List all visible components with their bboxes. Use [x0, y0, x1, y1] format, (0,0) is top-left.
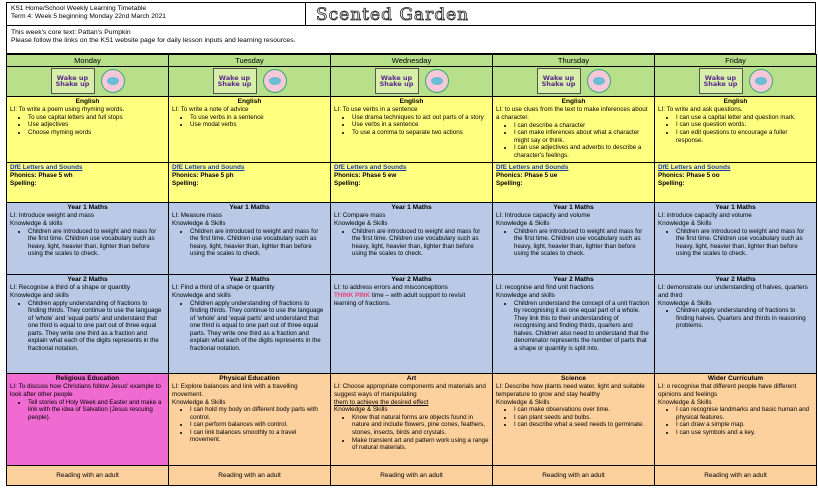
logo-text-1: Wake up	[56, 73, 89, 82]
day-header: Wednesday	[331, 55, 493, 67]
letters-sounds-link[interactable]: DfE Letters and Sounds	[496, 164, 569, 172]
bullet-list	[190, 228, 327, 258]
wake-up-shake-up-logo[interactable]	[537, 68, 611, 94]
list-item: • I can describe what a seed needs to germinate.	[514, 421, 651, 429]
bullet-list	[190, 300, 327, 353]
list-item: • Children are introduced to weight and mass for the first time. Children use vocabulary such as heavy, light, heavier than, lighter than before using the scales to check.	[676, 228, 813, 258]
reading-cell: Reading with an adult	[331, 466, 493, 486]
list-item: • I can edit questions to encourage a fuller response.	[676, 129, 813, 144]
learning-intention: LI: Introduce weight and mass	[10, 212, 95, 220]
logo-cell	[169, 67, 331, 97]
bullet-list	[352, 414, 489, 452]
subject-title: Religious Education	[55, 375, 120, 383]
subject-title: Year 1 Maths	[553, 204, 594, 212]
page-title: Scented Garden	[316, 5, 470, 25]
learning-intention: LI: To use verbs in a sentence	[334, 106, 418, 114]
phonics-cell	[331, 163, 493, 203]
header-line1: KS1 Home/School Weekly Learning Timetable	[11, 5, 147, 12]
day-header: Friday	[655, 55, 817, 67]
phonics-phase: Phonics: Phase 5 ew	[334, 171, 397, 179]
list-item: • Children are introduced to weight and mass for the first time. Children use vocabulary such as heavy, light, heavier than, lighter than before using the scales to check.	[514, 228, 651, 258]
core-text-line2: Please follow the links on the KS1 website page for daily lesson inputs and learning resources.	[11, 37, 296, 45]
year2-maths-cell	[331, 275, 493, 374]
knowledge-skills-label: Knowledge & Skills	[658, 299, 712, 307]
year2-maths-row	[7, 275, 817, 374]
learning-intention: LI: introduce capacity and volume	[658, 212, 752, 220]
knowledge-skills-label: Knowledge & Skills	[658, 219, 712, 227]
day-header: Monday	[7, 55, 169, 67]
subject-title: Year 2 Maths	[229, 276, 270, 284]
reading-cell: Reading with an adult	[655, 466, 817, 486]
list-item: • Children apply understanding of fractions to finding thirds. They continue to use the language of 'whole' and 'equal parts' and understand that one third is equal to one part out of three equal parts. They write one third as a fraction and explain what each of the digits represents in the fractional notation.	[190, 300, 327, 353]
list-item: • Choose rhyming words	[28, 129, 165, 137]
letters-sounds-link[interactable]: DfE Letters and Sounds	[10, 164, 83, 172]
wider-curriculum-cell	[7, 374, 169, 466]
list-item: • I can use symbols and a key.	[676, 429, 813, 437]
think-pink-text: time – with adult support to revisit learning of fractions.	[334, 291, 466, 307]
knowledge-skills-label: Knowledge & Skills	[172, 398, 226, 406]
knowledge-skills-label: Knowledge & Skills	[334, 406, 388, 414]
learning-intention: LI: demonstrate our understanding of halves, quarters and third	[658, 284, 808, 299]
learning-intention: LI: To write a poem using rhyming words.	[10, 106, 125, 114]
phonics-phase: Phonics: Phase 5 ph	[172, 171, 234, 179]
logo-text-1: Wake up	[704, 73, 737, 82]
logo-text-2: Shake up	[379, 80, 414, 89]
core-text-line1: This week's core text: Pattan's Pumpkin	[11, 29, 131, 36]
phonics-cell	[493, 163, 655, 203]
subject-title: English	[75, 98, 100, 106]
logo-cell	[655, 67, 817, 97]
globe-icon	[749, 69, 773, 93]
english-cell	[331, 97, 493, 163]
learning-intention: LI: to use clues from the text to make inferences about a character.	[496, 106, 648, 121]
globe-icon	[101, 69, 125, 93]
bullet-list	[514, 122, 651, 160]
subject-title: Year 2 Maths	[553, 276, 594, 284]
wider-curriculum-cell	[493, 374, 655, 466]
list-item: • I can plant seeds and bulbs.	[514, 414, 651, 422]
year2-maths-cell	[169, 275, 331, 374]
wider-curriculum-cell	[655, 374, 817, 466]
logo-row	[7, 67, 817, 97]
bullet-list	[28, 114, 165, 137]
learning-intention-cont: them to achieve the desired effect	[334, 398, 429, 406]
list-item: • I can recognise landmarks and basic human and physical features.	[676, 406, 813, 421]
list-item: • I can use question words.	[676, 121, 813, 129]
bullet-list	[28, 399, 165, 422]
list-item: • Tell stories of Holy Week and Easter and make a link with the idea of Salvation (Jesus rescuing people).	[28, 399, 165, 422]
subject-title: Year 1 Maths	[715, 204, 756, 212]
day-header: Tuesday	[169, 55, 331, 67]
list-item: • I can make inferences about what a character might say or think.	[514, 129, 651, 144]
bullet-list	[676, 406, 813, 436]
wake-up-shake-up-logo[interactable]	[375, 68, 449, 94]
wake-up-shake-up-logo[interactable]	[699, 68, 773, 94]
english-cell	[7, 97, 169, 163]
subject-title: Year 2 Maths	[67, 276, 108, 284]
subject-title: English	[723, 98, 748, 106]
bullet-list	[514, 406, 651, 429]
logo-text-2: Shake up	[703, 80, 738, 89]
year2-maths-cell	[493, 275, 655, 374]
phonics-phase: Phonics: Phase 5 oo	[658, 171, 720, 179]
list-item: • To use capital letters and full stops	[28, 114, 165, 122]
bullet-list	[514, 228, 651, 258]
reading-cell: Reading with an adult	[7, 466, 169, 486]
letters-sounds-link[interactable]: DfE Letters and Sounds	[172, 164, 245, 172]
wake-up-shake-up-logo[interactable]	[51, 68, 125, 94]
learning-intention: LI: Measure mass	[172, 212, 223, 220]
logo-text-1: Wake up	[380, 73, 413, 82]
list-item: • Know that natural forms are objects found in nature and include flowers, pine cones, feathers, stones, insects, birds and crystals.	[352, 414, 489, 437]
list-item: • I can use a capital letter and question mark.	[676, 114, 813, 122]
subject-title: Wider Curriculum	[707, 375, 764, 383]
bullet-list	[190, 114, 327, 129]
spelling-label: Spelling:	[658, 179, 685, 187]
page-title-box	[306, 2, 816, 26]
list-item: • Children are introduced to weight and mass for the first time. Children use vocabulary such as heavy, light, heavier than, lighter than before using the scales to check.	[352, 228, 489, 258]
year2-maths-cell	[655, 275, 817, 374]
bullet-list	[352, 114, 489, 137]
learning-intention: LI: recognise and find unit fractions	[496, 284, 594, 292]
list-item: • I can link balances smoothly to a travel movement.	[190, 429, 327, 444]
list-item: • I can perform balances with control.	[190, 421, 327, 429]
letters-sounds-link[interactable]: DfE Letters and Sounds	[658, 164, 731, 172]
logo-text-box	[375, 68, 419, 94]
subject-title: Physical Education	[219, 375, 280, 383]
logo-cell	[331, 67, 493, 97]
phonics-phase: Phonics: Phase 5 ue	[496, 171, 558, 179]
logo-text-2: Shake up	[541, 80, 576, 89]
knowledge-skills-label: Knowledge & Skills	[496, 398, 550, 406]
reading-cell: Reading with an adult	[169, 466, 331, 486]
phonics-cell	[169, 163, 331, 203]
think-pink-note	[334, 292, 489, 307]
logo-text-box	[537, 68, 581, 94]
knowledge-skills-label: Knowledge & skills	[10, 219, 63, 227]
list-item: • I can draw a simple map.	[676, 421, 813, 429]
list-item: • I can describe a character	[514, 122, 651, 130]
list-item: • To use verbs in a sentence	[190, 114, 327, 122]
knowledge-skills-label: Knowledge and skills	[496, 291, 555, 299]
bullet-list	[28, 228, 165, 258]
english-cell	[169, 97, 331, 163]
list-item: • Children apply understanding of fractions to finding thirds. They continue to use the language of 'whole' and 'equal parts' and understand that one third is equal to one part out of three equal parts. They write one third as a fraction and explain what each of the digits represents in the fractional notation.	[28, 300, 165, 353]
wider-curriculum-row	[7, 374, 817, 466]
wake-up-shake-up-logo[interactable]	[213, 68, 287, 94]
learning-intention: LI: Explore balances and link with a travelling movement.	[172, 383, 298, 398]
bullet-list	[514, 300, 651, 353]
year1-maths-cell	[655, 203, 817, 275]
bullet-list	[676, 114, 813, 144]
think-pink-label: THINK PINK	[334, 291, 371, 299]
core-text-box	[6, 26, 816, 54]
reading-row	[7, 466, 817, 486]
bullet-list	[676, 228, 813, 258]
subject-title: Art	[406, 375, 417, 383]
subject-title: Year 1 Maths	[391, 204, 432, 212]
timetable-grid	[6, 54, 817, 486]
spelling-label: Spelling:	[496, 179, 523, 187]
bullet-list	[28, 300, 165, 353]
logo-cell	[493, 67, 655, 97]
spelling-label: Spelling:	[334, 179, 361, 187]
logo-text-2: Shake up	[217, 80, 252, 89]
learning-intention: LI: Introduce capacity and volume	[496, 212, 591, 220]
phonics-cell	[655, 163, 817, 203]
list-item: • I can hold my body on different body parts with control.	[190, 406, 327, 421]
header-line2: Term 4: Week 5 beginning Monday 22nd March 2021	[11, 13, 166, 21]
learning-intention: LI: o recognise that different people have different opinions and feelings	[658, 383, 797, 398]
knowledge-skills-label: Knowledge & Skills	[496, 219, 550, 227]
logo-cell	[7, 67, 169, 97]
subject-title: Year 1 Maths	[67, 204, 108, 212]
logo-text-1: Wake up	[218, 73, 251, 82]
day-header-row	[7, 55, 817, 67]
year1-maths-cell	[331, 203, 493, 275]
year1-maths-row	[7, 203, 817, 275]
learning-intention: LI: To write a note of advice	[172, 106, 249, 114]
logo-text-box	[51, 68, 95, 94]
globe-icon	[425, 69, 449, 93]
list-item: • I can use adjectives and adverbs to describe a character's feelings.	[514, 144, 651, 159]
reading-cell: Reading with an adult	[493, 466, 655, 486]
wider-curriculum-cell	[169, 374, 331, 466]
list-item: • Children are introduced to weight and mass for the first time. Children use vocabulary such as heavy, light, heavier than, lighter than before using the scales to check.	[28, 228, 165, 258]
list-item: • Make transient art and pattern work using a range of natural materials.	[352, 437, 489, 452]
year1-maths-cell	[7, 203, 169, 275]
knowledge-skills-label: Knowledge & Skills	[334, 219, 388, 227]
list-item: • Use adjectives	[28, 121, 165, 129]
subject-title: Year 2 Maths	[715, 276, 756, 284]
phonics-cell	[7, 163, 169, 203]
letters-sounds-link[interactable]: DfE Letters and Sounds	[334, 164, 407, 172]
subject-title: English	[561, 98, 586, 106]
learning-intention: LI: To write and ask questions.	[658, 106, 743, 114]
knowledge-skills-label: Knowledge and skills	[172, 291, 231, 299]
list-item: • Use verbs in a sentence	[352, 121, 489, 129]
learning-intention: LI: Choose appropriate components and materials and suggest ways of manipulating	[334, 383, 486, 398]
list-item: • Use modal verbs	[190, 121, 327, 129]
year1-maths-cell	[493, 203, 655, 275]
learning-intention: LI: Describe how plants need water, light and suitable temperature to grow and stay healthy	[496, 383, 645, 398]
subject-title: English	[237, 98, 262, 106]
english-row	[7, 97, 817, 163]
logo-text-2: Shake up	[55, 80, 90, 89]
spelling-label: Spelling:	[172, 179, 199, 187]
bullet-list	[352, 228, 489, 258]
subject-title: Year 2 Maths	[391, 276, 432, 284]
list-item: • Use drama techniques to act out parts of a story	[352, 114, 489, 122]
subject-title: English	[399, 98, 424, 106]
spelling-label: Spelling:	[10, 179, 37, 187]
wider-curriculum-cell	[331, 374, 493, 466]
english-cell	[655, 97, 817, 163]
logo-text-box	[213, 68, 257, 94]
phonics-phase: Phonics: Phase 5 wh	[10, 171, 73, 179]
learning-intention: LI: to address errors and misconceptions	[334, 284, 448, 292]
bullet-list	[190, 406, 327, 444]
year1-maths-cell	[169, 203, 331, 275]
learning-intention: LI: Find a third of a shape or quantity	[172, 284, 275, 292]
list-item: • Children apply understanding of fractions to finding halves. Quarters and thirds in reasoning problems.	[676, 307, 813, 330]
subject-title: Year 1 Maths	[229, 204, 270, 212]
year2-maths-cell	[7, 275, 169, 374]
globe-icon	[263, 69, 287, 93]
day-header: Thursday	[493, 55, 655, 67]
knowledge-skills-label: Knowledge & Skills	[172, 219, 226, 227]
knowledge-skills-label: Knowledge and skills	[10, 291, 69, 299]
list-item: • Children understand the concept of a unit fraction by recognising it as one equal part of a whole. They link this to their understanding of recognising and finding thirds, quarters and halves. Children also need to understand that the denominator represents the number of parts that a shape or quantity is split into.	[514, 300, 651, 353]
header-info	[6, 2, 306, 26]
logo-text-box	[699, 68, 743, 94]
knowledge-skills-label: Knowledge & Skills	[658, 398, 712, 406]
globe-icon	[587, 69, 611, 93]
learning-intention: LI: Compare mass	[334, 212, 386, 220]
learning-intention: LI: Recognise a third of a shape or quantity	[10, 284, 131, 292]
phonics-row	[7, 163, 817, 203]
list-item: • Children are introduced to weight and mass for the first time. Children use vocabulary such as heavy, light, heavier than, lighter than before using the scales to check.	[190, 228, 327, 258]
list-item: • To use a comma to separate two actions	[352, 129, 489, 137]
subject-title: Science	[561, 375, 586, 383]
logo-text-1: Wake up	[542, 73, 575, 82]
english-cell	[493, 97, 655, 163]
bullet-list	[676, 307, 813, 330]
learning-intention: LI: To discuss how Christians follow Jesus' example to look after other people	[10, 383, 161, 398]
list-item: • I can make observations over time.	[514, 406, 651, 414]
